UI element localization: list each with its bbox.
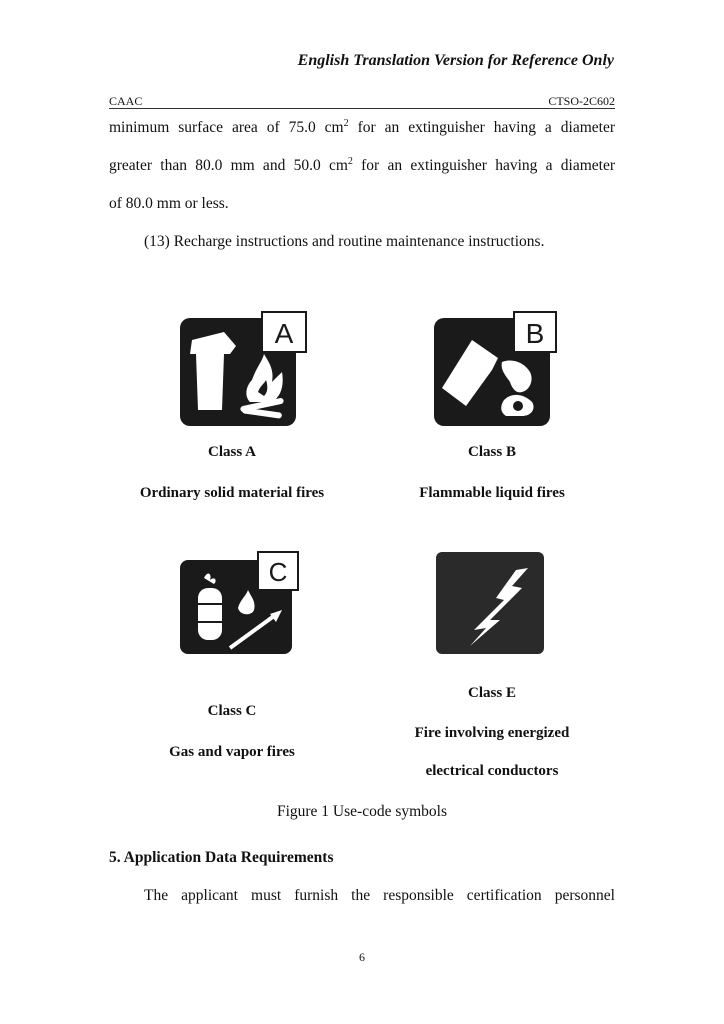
class-c-description: Gas and vapor fires — [169, 744, 295, 760]
svg-text:B: B — [525, 318, 545, 349]
translation-banner: English Translation Version for Reference Only — [297, 52, 614, 69]
page-number: 6 — [359, 950, 365, 964]
header-doc-id: CTSO-2C602 — [548, 94, 615, 108]
figure-caption: Figure 1 Use-code symbols — [276, 803, 448, 820]
class-e-label: Class E — [468, 685, 516, 701]
class-b-label: Class B — [468, 444, 516, 460]
body-line-2: greater than 80.0 mm and 50.0 $cm^2$ for an extinguisher having a diameter — [109, 156, 615, 175]
class-a-symbol-icon — [178, 310, 310, 430]
header-rule — [109, 108, 615, 109]
body-final-line: The applicant must furnish the responsible certification personnel — [144, 887, 615, 904]
body-line-3: of 80.0 mm or less. — [109, 195, 229, 212]
body-line-1: minimum surface area of 75.0 $cm^2$ for an extinguisher having a diameter — [109, 118, 615, 137]
class-e-description-line-1: Fire involving energized — [414, 725, 570, 741]
class-c-symbol-icon — [178, 550, 302, 656]
section-heading: 5. Application Data Requirements — [109, 849, 334, 866]
class-b-description: Flammable liquid fires — [419, 485, 565, 501]
class-a-description: Ordinary solid material fires — [139, 485, 325, 501]
class-a-label: Class A — [208, 444, 256, 460]
class-e-symbol-icon — [434, 550, 546, 656]
class-e-description-line-2: electrical conductors — [425, 763, 559, 779]
header-agency: CAAC — [109, 94, 143, 108]
class-c-label: Class C — [207, 703, 257, 719]
svg-text:A: A — [274, 318, 294, 349]
class-b-symbol-icon — [432, 310, 564, 430]
svg-text:C: C — [268, 557, 288, 587]
body-line-4: (13) Recharge instructions and routine maintenance instructions. — [144, 233, 545, 250]
